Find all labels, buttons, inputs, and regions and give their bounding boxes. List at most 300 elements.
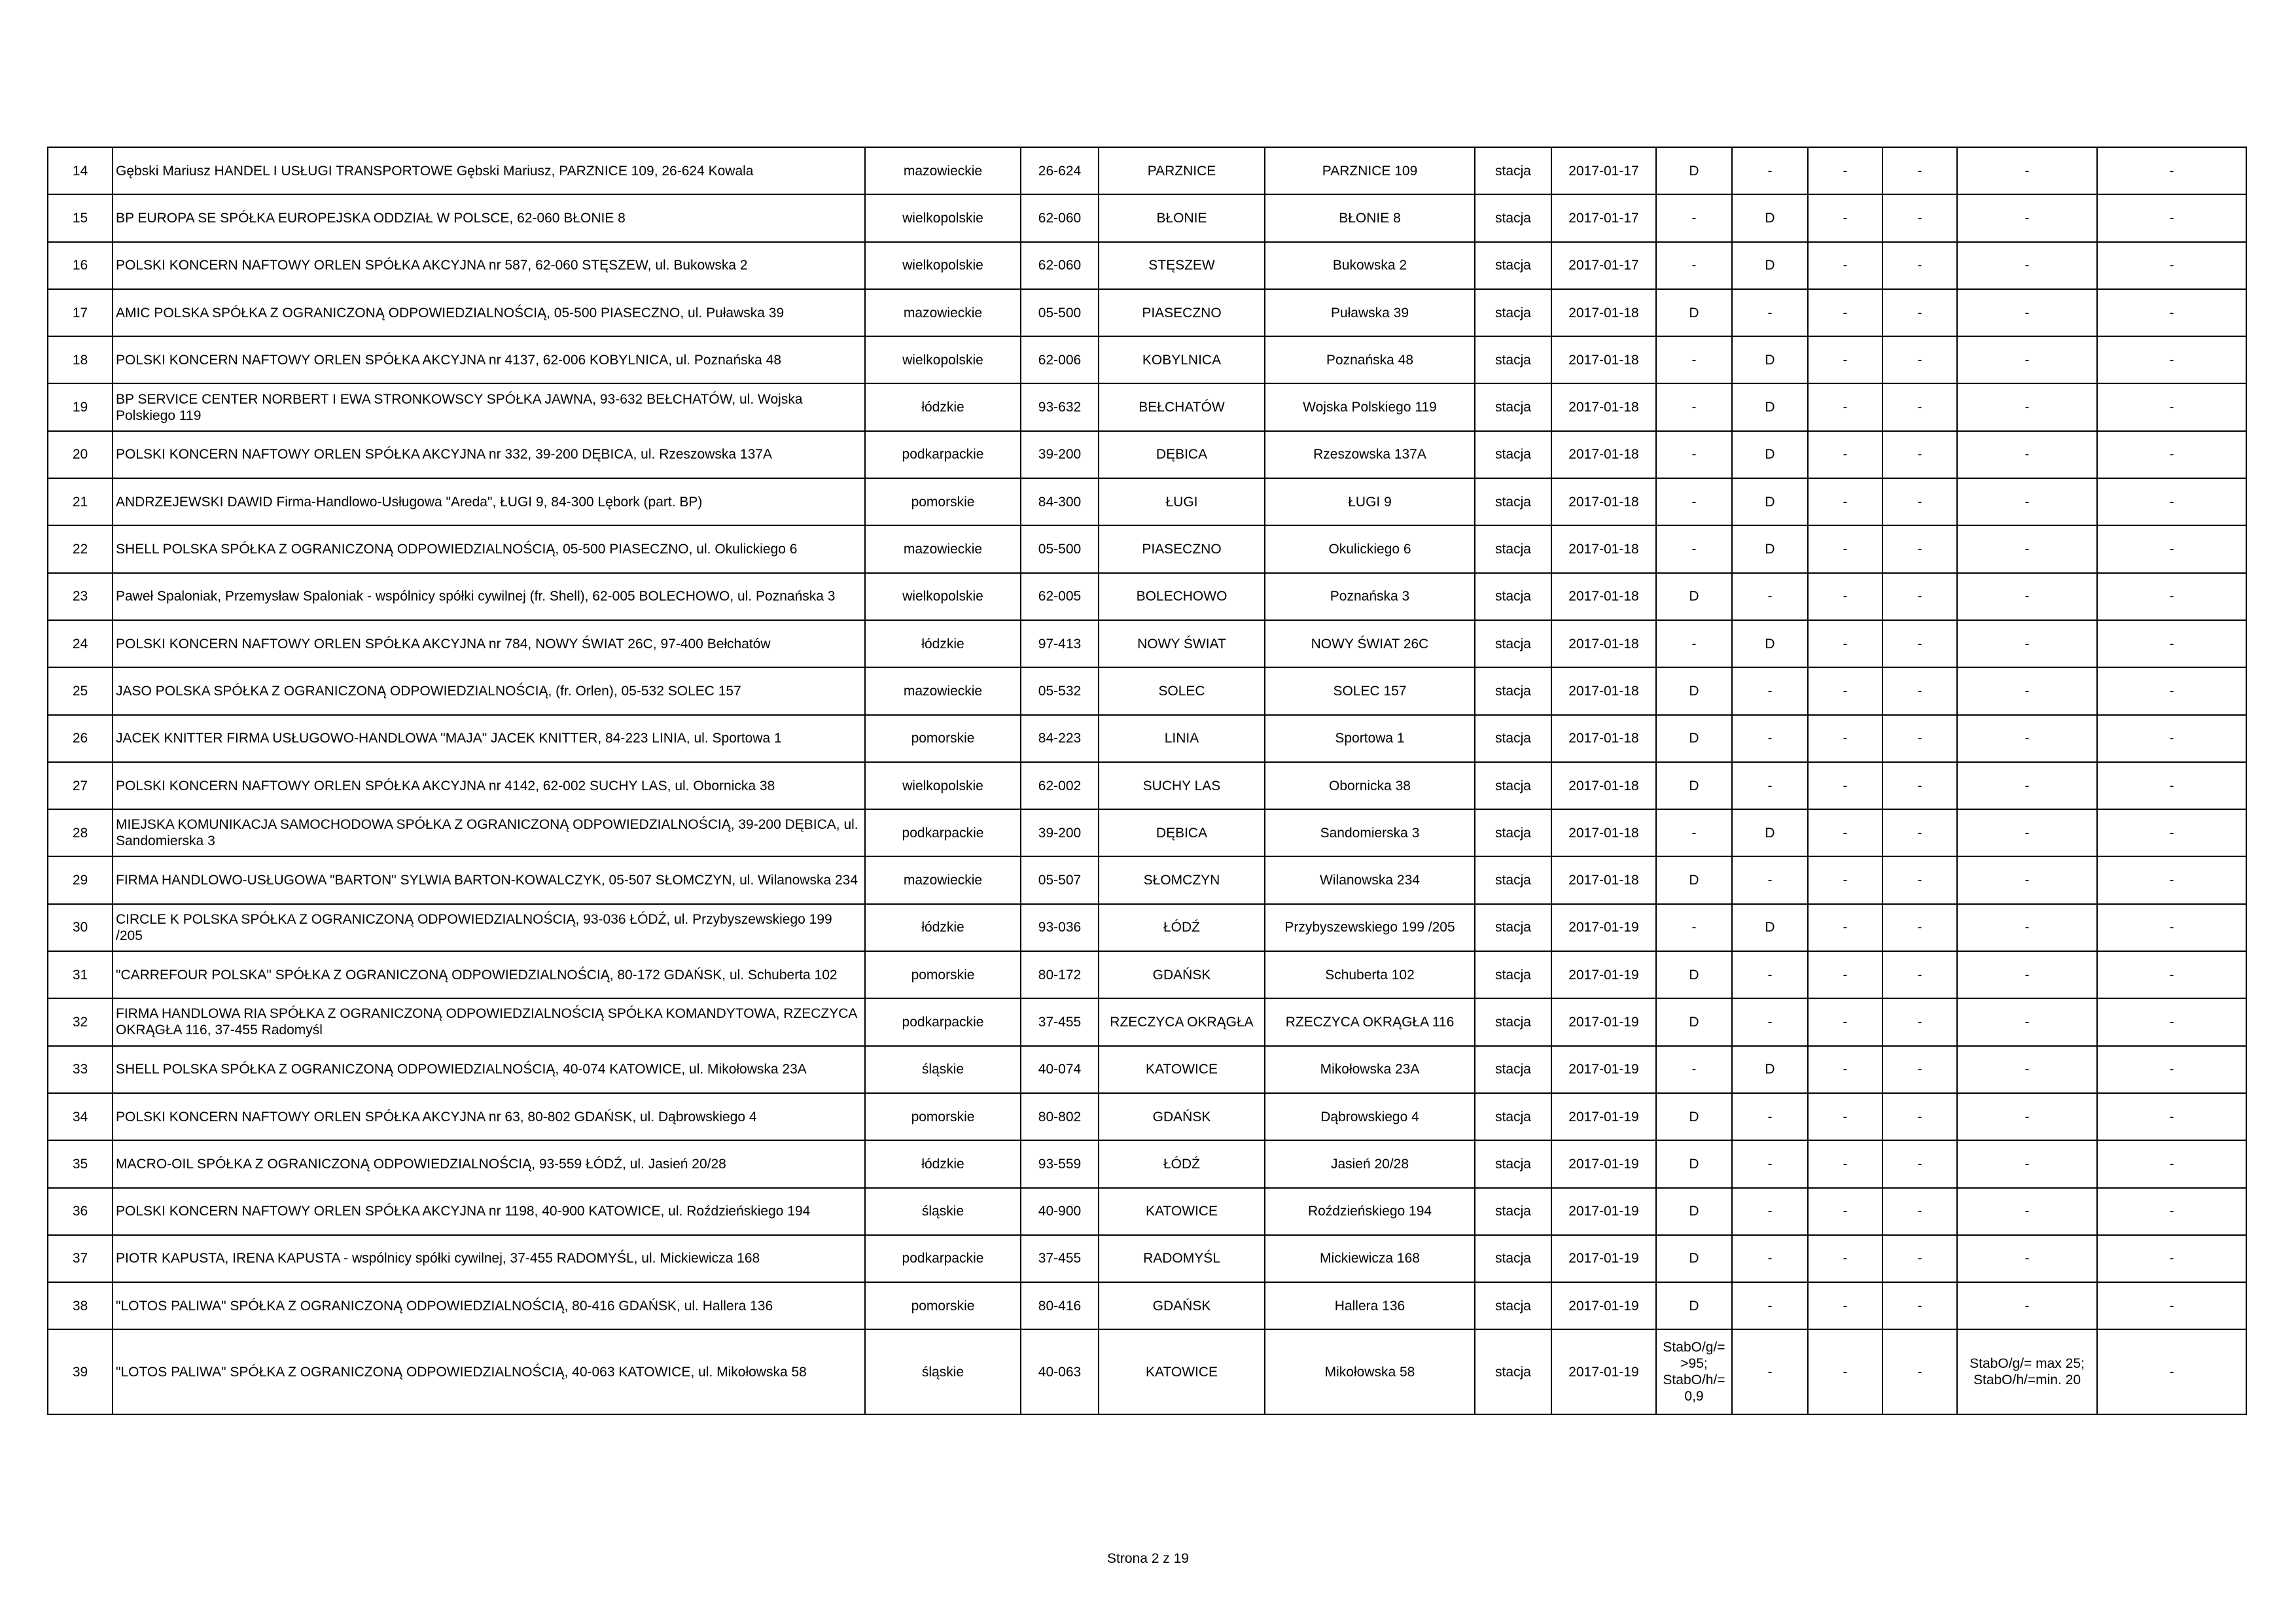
- cell-voivodeship: łódzkie: [865, 383, 1021, 430]
- cell-date: 2017-01-19: [1551, 1093, 1656, 1140]
- cell-address: Przybyszewskiego 199 /205: [1265, 904, 1475, 951]
- cell-c4: -: [1882, 478, 1957, 525]
- cell-c5: -: [1957, 667, 2097, 714]
- cell-c2: -: [1732, 762, 1808, 809]
- cell-voivodeship: podkarpackie: [865, 431, 1021, 478]
- cell-c3: -: [1808, 1235, 1882, 1282]
- cell-c4: -: [1882, 383, 1957, 430]
- cell-c3: -: [1808, 1140, 1882, 1187]
- cell-c5: -: [1957, 194, 2097, 241]
- cell-postal-code: 05-507: [1021, 856, 1099, 903]
- cell-c3: -: [1808, 1046, 1882, 1093]
- cell-name: SHELL POLSKA SPÓŁKA Z OGRANICZONĄ ODPOWIEDZIALNOŚCIĄ, 05-500 PIASECZNO, ul. Okulickiego 6: [113, 525, 865, 572]
- cell-c3: -: [1808, 904, 1882, 951]
- cell-date: 2017-01-19: [1551, 1329, 1656, 1414]
- cell-lp: 30: [48, 904, 113, 951]
- cell-address: Poznańska 48: [1265, 336, 1475, 383]
- cell-c4: -: [1882, 289, 1957, 336]
- cell-city: KATOWICE: [1099, 1329, 1265, 1414]
- table-row: [48, 667, 2246, 714]
- cell-voivodeship: wielkopolskie: [865, 336, 1021, 383]
- cell-voivodeship: pomorskie: [865, 951, 1021, 998]
- cell-c1: D: [1656, 1093, 1732, 1140]
- cell-voivodeship: pomorskie: [865, 1093, 1021, 1140]
- cell-postal-code: 93-632: [1021, 383, 1099, 430]
- cell-city: STĘSZEW: [1099, 242, 1265, 289]
- cell-c1: D: [1656, 951, 1732, 998]
- cell-name: Paweł Spaloniak, Przemysław Spaloniak - wspólnicy spółki cywilnej (fr. Shell), 62-005 BOLECHOWO, ul. Poznańska 3: [113, 573, 865, 620]
- cell-city: GDAŃSK: [1099, 1093, 1265, 1140]
- cell-address: Wilanowska 234: [1265, 856, 1475, 903]
- cell-address: Wojska Polskiego 119: [1265, 383, 1475, 430]
- cell-postal-code: 84-300: [1021, 478, 1099, 525]
- cell-city: DĘBICA: [1099, 809, 1265, 856]
- cell-date: 2017-01-17: [1551, 194, 1656, 241]
- cell-c5: -: [1957, 1093, 2097, 1140]
- table-row: [48, 856, 2246, 903]
- cell-c5: -: [1957, 525, 2097, 572]
- cell-voivodeship: mazowieckie: [865, 525, 1021, 572]
- cell-c5: -: [1957, 904, 2097, 951]
- cell-name: "LOTOS PALIWA" SPÓŁKA Z OGRANICZONĄ ODPOWIEDZIALNOŚCIĄ, 40-063 KATOWICE, ul. Mikołowska 58: [113, 1329, 865, 1414]
- table-row: [48, 1329, 2246, 1414]
- cell-type: stacja: [1475, 904, 1551, 951]
- cell-city: KATOWICE: [1099, 1046, 1265, 1093]
- cell-postal-code: 05-500: [1021, 525, 1099, 572]
- cell-name: POLSKI KONCERN NAFTOWY ORLEN SPÓŁKA AKCYJNA nr 4137, 62-006 KOBYLNICA, ul. Poznańska 48: [113, 336, 865, 383]
- cell-c6: -: [2097, 336, 2246, 383]
- cell-date: 2017-01-18: [1551, 525, 1656, 572]
- cell-lp: 23: [48, 573, 113, 620]
- cell-name: JACEK KNITTER FIRMA USŁUGOWO-HANDLOWA "MAJA" JACEK KNITTER, 84-223 LINIA, ul. Sportowa 1: [113, 715, 865, 762]
- cell-type: stacja: [1475, 431, 1551, 478]
- cell-c4: -: [1882, 762, 1957, 809]
- cell-name: SHELL POLSKA SPÓŁKA Z OGRANICZONĄ ODPOWIEDZIALNOŚCIĄ, 40-074 KATOWICE, ul. Mikołowska 23A: [113, 1046, 865, 1093]
- cell-postal-code: 40-074: [1021, 1046, 1099, 1093]
- cell-date: 2017-01-19: [1551, 904, 1656, 951]
- cell-c2: D: [1732, 336, 1808, 383]
- cell-address: PARZNICE 109: [1265, 147, 1475, 194]
- cell-c6: -: [2097, 147, 2246, 194]
- cell-type: stacja: [1475, 998, 1551, 1045]
- cell-type: stacja: [1475, 147, 1551, 194]
- cell-postal-code: 40-900: [1021, 1188, 1099, 1235]
- cell-lp: 22: [48, 525, 113, 572]
- cell-c6: -: [2097, 1140, 2246, 1187]
- table-row: [48, 383, 2246, 430]
- cell-voivodeship: pomorskie: [865, 478, 1021, 525]
- cell-c3: -: [1808, 478, 1882, 525]
- cell-c1: StabO/g/= >95; StabO/h/= 0,9: [1656, 1329, 1732, 1414]
- cell-c2: D: [1732, 242, 1808, 289]
- cell-name: Gębski Mariusz HANDEL I USŁUGI TRANSPORTOWE Gębski Mariusz, PARZNICE 109, 26-624 Kowala: [113, 147, 865, 194]
- cell-address: Jasień 20/28: [1265, 1140, 1475, 1187]
- cell-date: 2017-01-18: [1551, 620, 1656, 667]
- cell-c5: -: [1957, 573, 2097, 620]
- cell-c2: D: [1732, 478, 1808, 525]
- cell-c6: -: [2097, 289, 2246, 336]
- cell-voivodeship: podkarpackie: [865, 998, 1021, 1045]
- cell-c5: -: [1957, 715, 2097, 762]
- cell-c3: -: [1808, 951, 1882, 998]
- cell-postal-code: 80-416: [1021, 1282, 1099, 1329]
- cell-c2: -: [1732, 951, 1808, 998]
- table-row: [48, 1046, 2246, 1093]
- cell-date: 2017-01-18: [1551, 431, 1656, 478]
- cell-c2: -: [1732, 998, 1808, 1045]
- cell-c5: -: [1957, 1282, 2097, 1329]
- cell-c1: D: [1656, 715, 1732, 762]
- cell-c3: -: [1808, 809, 1882, 856]
- cell-address: Poznańska 3: [1265, 573, 1475, 620]
- cell-city: RZECZYCA OKRĄGŁA: [1099, 998, 1265, 1045]
- cell-voivodeship: łódzkie: [865, 1140, 1021, 1187]
- cell-c2: -: [1732, 1188, 1808, 1235]
- cell-c2: D: [1732, 620, 1808, 667]
- cell-address: SOLEC 157: [1265, 667, 1475, 714]
- cell-c3: -: [1808, 856, 1882, 903]
- cell-date: 2017-01-18: [1551, 715, 1656, 762]
- cell-c4: -: [1882, 856, 1957, 903]
- page-number: Strona 2 z 19: [1107, 1551, 1189, 1566]
- cell-name: MACRO-OIL SPÓŁKA Z OGRANICZONĄ ODPOWIEDZIALNOŚCIĄ, 93-559 ŁÓDŹ, ul. Jasień 20/28: [113, 1140, 865, 1187]
- cell-date: 2017-01-18: [1551, 289, 1656, 336]
- cell-c4: -: [1882, 809, 1957, 856]
- table-row: [48, 242, 2246, 289]
- cell-type: stacja: [1475, 809, 1551, 856]
- cell-voivodeship: pomorskie: [865, 715, 1021, 762]
- cell-name: AMIC POLSKA SPÓŁKA Z OGRANICZONĄ ODPOWIEDZIALNOŚCIĄ, 05-500 PIASECZNO, ul. Puławska 39: [113, 289, 865, 336]
- cell-lp: 15: [48, 194, 113, 241]
- cell-c1: -: [1656, 1046, 1732, 1093]
- cell-c6: -: [2097, 1046, 2246, 1093]
- cell-date: 2017-01-19: [1551, 1046, 1656, 1093]
- cell-postal-code: 84-223: [1021, 715, 1099, 762]
- cell-date: 2017-01-19: [1551, 1282, 1656, 1329]
- cell-name: "LOTOS PALIWA" SPÓŁKA Z OGRANICZONĄ ODPOWIEDZIALNOŚCIĄ, 80-416 GDAŃSK, ul. Hallera 136: [113, 1282, 865, 1329]
- cell-name: FIRMA HANDLOWA RIA SPÓŁKA Z OGRANICZONĄ ODPOWIEDZIALNOŚCIĄ SPÓŁKA KOMANDYTOWA, RZECZYCA OKRĄGŁA 116, 37-455 Radomyśl: [113, 998, 865, 1045]
- cell-c2: D: [1732, 383, 1808, 430]
- cell-name: CIRCLE K POLSKA SPÓŁKA Z OGRANICZONĄ ODPOWIEDZIALNOŚCIĄ, 93-036 ŁÓDŹ, ul. Przybyszewskiego 199 /205: [113, 904, 865, 951]
- cell-date: 2017-01-18: [1551, 478, 1656, 525]
- table-row: [48, 1235, 2246, 1282]
- cell-c2: D: [1732, 1046, 1808, 1093]
- cell-c2: D: [1732, 525, 1808, 572]
- cell-type: stacja: [1475, 667, 1551, 714]
- table-row: [48, 194, 2246, 241]
- table-row: [48, 336, 2246, 383]
- cell-address: Schuberta 102: [1265, 951, 1475, 998]
- cell-city: ŁÓDŹ: [1099, 1140, 1265, 1187]
- table-row: [48, 904, 2246, 951]
- table-row: [48, 715, 2246, 762]
- cell-date: 2017-01-17: [1551, 242, 1656, 289]
- table-row: [48, 951, 2246, 998]
- cell-c5: -: [1957, 620, 2097, 667]
- cell-postal-code: 62-002: [1021, 762, 1099, 809]
- cell-city: KOBYLNICA: [1099, 336, 1265, 383]
- cell-c4: -: [1882, 620, 1957, 667]
- cell-lp: 39: [48, 1329, 113, 1414]
- cell-c2: D: [1732, 809, 1808, 856]
- cell-city: PARZNICE: [1099, 147, 1265, 194]
- cell-postal-code: 93-036: [1021, 904, 1099, 951]
- cell-c4: -: [1882, 431, 1957, 478]
- cell-c5: -: [1957, 383, 2097, 430]
- cell-city: GDAŃSK: [1099, 1282, 1265, 1329]
- cell-city: BEŁCHATÓW: [1099, 383, 1265, 430]
- table-row: [48, 620, 2246, 667]
- cell-name: PIOTR KAPUSTA, IRENA KAPUSTA - wspólnicy spółki cywilnej, 37-455 RADOMYŚL, ul. Mickiewicza 168: [113, 1235, 865, 1282]
- cell-c6: -: [2097, 1188, 2246, 1235]
- cell-c2: D: [1732, 904, 1808, 951]
- cell-c1: D: [1656, 856, 1732, 903]
- cell-address: BŁONIE 8: [1265, 194, 1475, 241]
- cell-c4: -: [1882, 1188, 1957, 1235]
- cell-c1: -: [1656, 383, 1732, 430]
- cell-c6: -: [2097, 431, 2246, 478]
- cell-c4: -: [1882, 1282, 1957, 1329]
- cell-type: stacja: [1475, 1235, 1551, 1282]
- cell-address: Sandomierska 3: [1265, 809, 1475, 856]
- cell-name: FIRMA HANDLOWO-USŁUGOWA "BARTON" SYLWIA BARTON-KOWALCZYK, 05-507 SŁOMCZYN, ul. Wilanowska 234: [113, 856, 865, 903]
- cell-c2: -: [1732, 667, 1808, 714]
- cell-postal-code: 05-500: [1021, 289, 1099, 336]
- cell-type: stacja: [1475, 289, 1551, 336]
- cell-city: SŁOMCZYN: [1099, 856, 1265, 903]
- cell-c4: -: [1882, 242, 1957, 289]
- cell-city: ŁÓDŹ: [1099, 904, 1265, 951]
- cell-c3: -: [1808, 762, 1882, 809]
- cell-c2: D: [1732, 431, 1808, 478]
- cell-c3: -: [1808, 1093, 1882, 1140]
- cell-type: stacja: [1475, 620, 1551, 667]
- cell-c6: -: [2097, 573, 2246, 620]
- cell-city: SOLEC: [1099, 667, 1265, 714]
- cell-lp: 19: [48, 383, 113, 430]
- cell-c6: -: [2097, 715, 2246, 762]
- cell-lp: 26: [48, 715, 113, 762]
- cell-voivodeship: wielkopolskie: [865, 573, 1021, 620]
- cell-lp: 37: [48, 1235, 113, 1282]
- cell-city: RADOMYŚL: [1099, 1235, 1265, 1282]
- cell-voivodeship: pomorskie: [865, 1282, 1021, 1329]
- cell-type: stacja: [1475, 762, 1551, 809]
- cell-type: stacja: [1475, 336, 1551, 383]
- cell-c1: D: [1656, 147, 1732, 194]
- cell-date: 2017-01-18: [1551, 856, 1656, 903]
- cell-date: 2017-01-18: [1551, 809, 1656, 856]
- table-body: [48, 147, 2246, 1414]
- cell-name: POLSKI KONCERN NAFTOWY ORLEN SPÓŁKA AKCYJNA nr 4142, 62-002 SUCHY LAS, ul. Obornicka 38: [113, 762, 865, 809]
- cell-c1: D: [1656, 1235, 1732, 1282]
- cell-date: 2017-01-18: [1551, 383, 1656, 430]
- table-row: [48, 762, 2246, 809]
- table-row: [48, 147, 2246, 194]
- cell-city: SUCHY LAS: [1099, 762, 1265, 809]
- cell-date: 2017-01-19: [1551, 1188, 1656, 1235]
- cell-address: ŁUGI 9: [1265, 478, 1475, 525]
- cell-date: 2017-01-18: [1551, 762, 1656, 809]
- cell-c2: D: [1732, 194, 1808, 241]
- cell-lp: 29: [48, 856, 113, 903]
- cell-postal-code: 80-802: [1021, 1093, 1099, 1140]
- cell-c5: -: [1957, 1188, 2097, 1235]
- cell-c1: D: [1656, 1188, 1732, 1235]
- cell-c3: -: [1808, 573, 1882, 620]
- cell-voivodeship: wielkopolskie: [865, 762, 1021, 809]
- cell-voivodeship: śląskie: [865, 1188, 1021, 1235]
- inspection-table: [47, 147, 2247, 1415]
- table-row: [48, 1140, 2246, 1187]
- cell-city: ŁUGI: [1099, 478, 1265, 525]
- cell-name: JASO POLSKA SPÓŁKA Z OGRANICZONĄ ODPOWIEDZIALNOŚCIĄ, (fr. Orlen), 05-532 SOLEC 157: [113, 667, 865, 714]
- cell-postal-code: 97-413: [1021, 620, 1099, 667]
- cell-c1: D: [1656, 289, 1732, 336]
- cell-voivodeship: mazowieckie: [865, 289, 1021, 336]
- cell-city: NOWY ŚWIAT: [1099, 620, 1265, 667]
- cell-lp: 32: [48, 998, 113, 1045]
- cell-c1: D: [1656, 1282, 1732, 1329]
- cell-c2: -: [1732, 1282, 1808, 1329]
- cell-c5: -: [1957, 762, 2097, 809]
- cell-c2: -: [1732, 1093, 1808, 1140]
- cell-c6: -: [2097, 1329, 2246, 1414]
- cell-type: stacja: [1475, 1140, 1551, 1187]
- cell-name: MIEJSKA KOMUNIKACJA SAMOCHODOWA SPÓŁKA Z OGRANICZONĄ ODPOWIEDZIALNOŚCIĄ, 39-200 DĘBICA, ul. Sandomierska 3: [113, 809, 865, 856]
- cell-date: 2017-01-18: [1551, 336, 1656, 383]
- cell-type: stacja: [1475, 525, 1551, 572]
- cell-c5: -: [1957, 1140, 2097, 1187]
- cell-c5: -: [1957, 478, 2097, 525]
- cell-c6: -: [2097, 1282, 2246, 1329]
- cell-lp: 24: [48, 620, 113, 667]
- cell-c5: -: [1957, 998, 2097, 1045]
- table-row: [48, 525, 2246, 572]
- cell-c5: -: [1957, 1235, 2097, 1282]
- cell-name: ANDRZEJEWSKI DAWID Firma-Handlowo-Usługowa "Areda", ŁUGI 9, 84-300 Lębork (part. BP): [113, 478, 865, 525]
- cell-c4: -: [1882, 525, 1957, 572]
- cell-address: Puławska 39: [1265, 289, 1475, 336]
- cell-postal-code: 62-060: [1021, 194, 1099, 241]
- cell-lp: 36: [48, 1188, 113, 1235]
- table-row: [48, 431, 2246, 478]
- cell-c5: -: [1957, 809, 2097, 856]
- cell-c4: -: [1882, 998, 1957, 1045]
- cell-name: POLSKI KONCERN NAFTOWY ORLEN SPÓŁKA AKCYJNA nr 587, 62-060 STĘSZEW, ul. Bukowska 2: [113, 242, 865, 289]
- cell-c6: -: [2097, 1235, 2246, 1282]
- cell-lp: 35: [48, 1140, 113, 1187]
- cell-name: POLSKI KONCERN NAFTOWY ORLEN SPÓŁKA AKCYJNA nr 332, 39-200 DĘBICA, ul. Rzeszowska 137A: [113, 431, 865, 478]
- cell-city: BOLECHOWO: [1099, 573, 1265, 620]
- cell-c4: -: [1882, 1140, 1957, 1187]
- cell-postal-code: 93-559: [1021, 1140, 1099, 1187]
- cell-name: BP EUROPA SE SPÓŁKA EUROPEJSKA ODDZIAŁ W POLSCE, 62-060 BŁONIE 8: [113, 194, 865, 241]
- cell-c1: -: [1656, 525, 1732, 572]
- cell-postal-code: 39-200: [1021, 809, 1099, 856]
- cell-voivodeship: mazowieckie: [865, 147, 1021, 194]
- cell-c5: -: [1957, 289, 2097, 336]
- cell-type: stacja: [1475, 383, 1551, 430]
- cell-c2: -: [1732, 715, 1808, 762]
- cell-c4: -: [1882, 336, 1957, 383]
- cell-type: stacja: [1475, 1329, 1551, 1414]
- cell-c3: -: [1808, 620, 1882, 667]
- cell-postal-code: 39-200: [1021, 431, 1099, 478]
- cell-type: stacja: [1475, 1093, 1551, 1140]
- cell-c2: -: [1732, 147, 1808, 194]
- cell-lp: 31: [48, 951, 113, 998]
- cell-c5: -: [1957, 1046, 2097, 1093]
- cell-address: Bukowska 2: [1265, 242, 1475, 289]
- cell-c6: -: [2097, 620, 2246, 667]
- cell-c1: -: [1656, 478, 1732, 525]
- cell-address: Mikołowska 23A: [1265, 1046, 1475, 1093]
- cell-voivodeship: mazowieckie: [865, 667, 1021, 714]
- table-row: [48, 998, 2246, 1045]
- cell-c4: -: [1882, 667, 1957, 714]
- cell-c1: -: [1656, 620, 1732, 667]
- cell-c3: -: [1808, 147, 1882, 194]
- cell-c3: -: [1808, 431, 1882, 478]
- cell-name: POLSKI KONCERN NAFTOWY ORLEN SPÓŁKA AKCYJNA nr 784, NOWY ŚWIAT 26C, 97-400 Bełchatów: [113, 620, 865, 667]
- cell-c6: -: [2097, 478, 2246, 525]
- cell-name: POLSKI KONCERN NAFTOWY ORLEN SPÓŁKA AKCYJNA nr 63, 80-802 GDAŃSK, ul. Dąbrowskiego 4: [113, 1093, 865, 1140]
- cell-type: stacja: [1475, 1046, 1551, 1093]
- cell-postal-code: 62-060: [1021, 242, 1099, 289]
- cell-c3: -: [1808, 525, 1882, 572]
- cell-c4: -: [1882, 951, 1957, 998]
- cell-c2: -: [1732, 1235, 1808, 1282]
- cell-city: GDAŃSK: [1099, 951, 1265, 998]
- cell-c5: -: [1957, 951, 2097, 998]
- cell-date: 2017-01-17: [1551, 147, 1656, 194]
- cell-c4: -: [1882, 1093, 1957, 1140]
- cell-postal-code: 05-532: [1021, 667, 1099, 714]
- cell-lp: 38: [48, 1282, 113, 1329]
- cell-lp: 25: [48, 667, 113, 714]
- cell-address: NOWY ŚWIAT 26C: [1265, 620, 1475, 667]
- cell-postal-code: 37-455: [1021, 998, 1099, 1045]
- cell-c1: -: [1656, 431, 1732, 478]
- cell-type: stacja: [1475, 1282, 1551, 1329]
- cell-address: Roździeńskiego 194: [1265, 1188, 1475, 1235]
- cell-lp: 17: [48, 289, 113, 336]
- cell-voivodeship: łódzkie: [865, 620, 1021, 667]
- cell-c1: -: [1656, 809, 1732, 856]
- cell-c4: -: [1882, 904, 1957, 951]
- cell-c3: -: [1808, 194, 1882, 241]
- cell-date: 2017-01-19: [1551, 998, 1656, 1045]
- cell-lp: 28: [48, 809, 113, 856]
- cell-voivodeship: wielkopolskie: [865, 194, 1021, 241]
- cell-c2: -: [1732, 289, 1808, 336]
- cell-c2: -: [1732, 573, 1808, 620]
- cell-c5: StabO/g/= max 25; StabO/h/=min. 20: [1957, 1329, 2097, 1414]
- cell-lp: 27: [48, 762, 113, 809]
- cell-city: BŁONIE: [1099, 194, 1265, 241]
- cell-address: Mikołowska 58: [1265, 1329, 1475, 1414]
- cell-voivodeship: łódzkie: [865, 904, 1021, 951]
- cell-postal-code: 62-006: [1021, 336, 1099, 383]
- cell-c6: -: [2097, 194, 2246, 241]
- cell-c5: -: [1957, 336, 2097, 383]
- cell-c1: D: [1656, 667, 1732, 714]
- cell-c1: D: [1656, 573, 1732, 620]
- cell-type: stacja: [1475, 951, 1551, 998]
- cell-address: Dąbrowskiego 4: [1265, 1093, 1475, 1140]
- cell-c5: -: [1957, 431, 2097, 478]
